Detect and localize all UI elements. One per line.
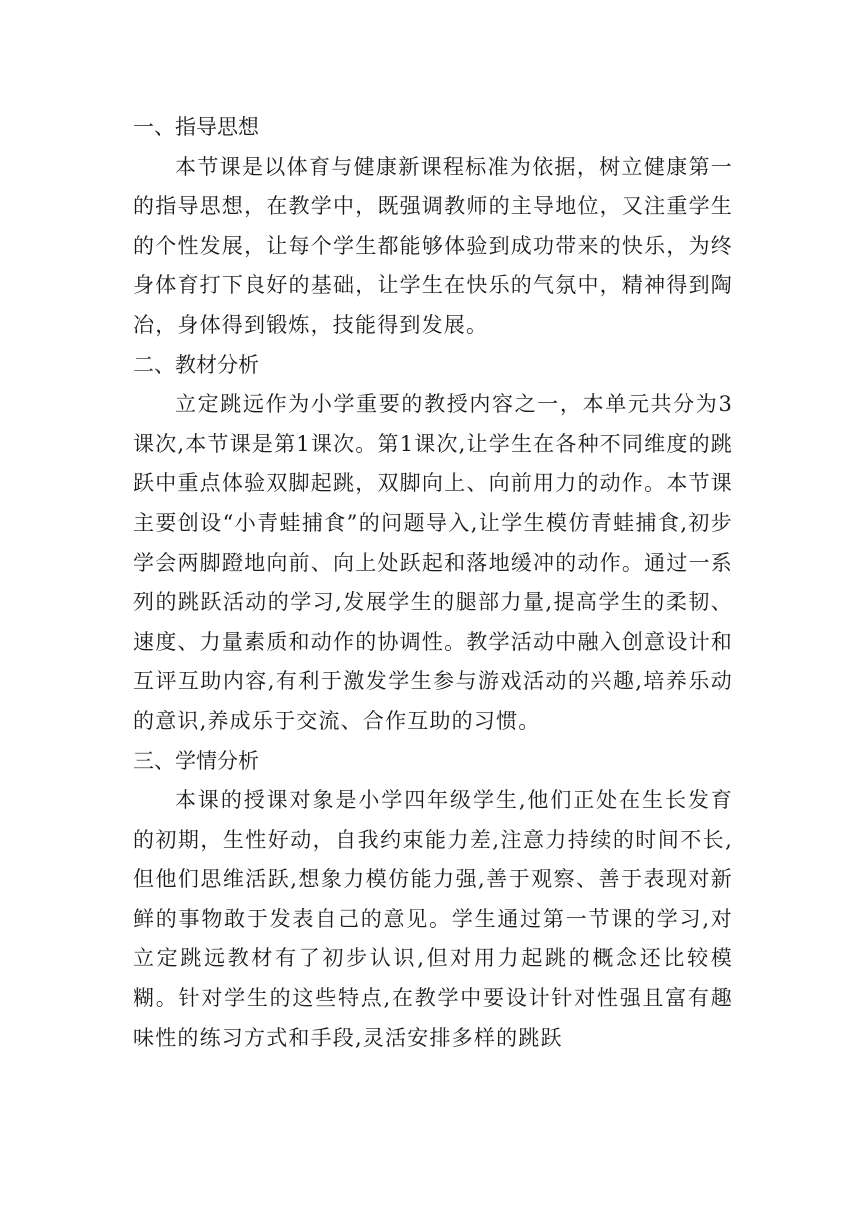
- section-paragraph-student-analysis: 本课的授课对象是小学四年级学生,他们正处在生长发育的初期，生性好动，自我约束能力差,注意力持续的时间不长,但他们思维活跃,想象力模仿能力强,善于观察、善于表现对新鲜的事物敢于发表自己的意见。学生通过第一节课的学习,对立定跳远教材有了初步认识,但对用力起跳的概念还比较模糊。针对学生的这些特点,在教学中要设计针对性强且富有趣味性的练习方式和手段,灵活安排多样的跳跃: [133, 788, 733, 1050]
- document-body: [133, 108, 733, 1058]
- section-heading-material-analysis: 二、教材分析: [133, 352, 259, 377]
- section-heading-student-analysis: 三、学情分析: [133, 748, 259, 773]
- section-paragraph-guiding-ideology: 本节课是以体育与健康新课程标准为依据，树立健康第一的指导思想，在教学中，既强调教师的主导地位，又注重学生的个性发展，让每个学生都能够体验到成功带来的快乐，为终身体育打下良好的基础，让学生在快乐的气氛中，精神得到陶冶，身体得到锻炼，技能得到发展。: [133, 154, 733, 337]
- section-heading-guiding-ideology: 一、指导思想: [133, 115, 259, 139]
- section-paragraph-material-analysis: 立定跳远作为小学重要的教授内容之一，本单元共分为3课次,本节课是第1课次。第1课次,让学生在各种不同维度的跳跃中重点体验双脚起跳，双脚向上、向前用力的动作。本节课主要创设“小青蛙捕食”的问题导入,让学生模仿青蛙捕食,初步学会两脚蹬地向前、向上处跃起和落地缓冲的动作。通过一系列的跳跃活动的学习,发展学生的腿部力量,提高学生的柔韧、速度、力量素质和动作的协调性。教学活动中融入创意设计和互评互助内容,有利于激发学生参与游戏活动的兴趣,培养乐动的意识,养成乐于交流、合作互助的习惯。: [133, 392, 733, 733]
